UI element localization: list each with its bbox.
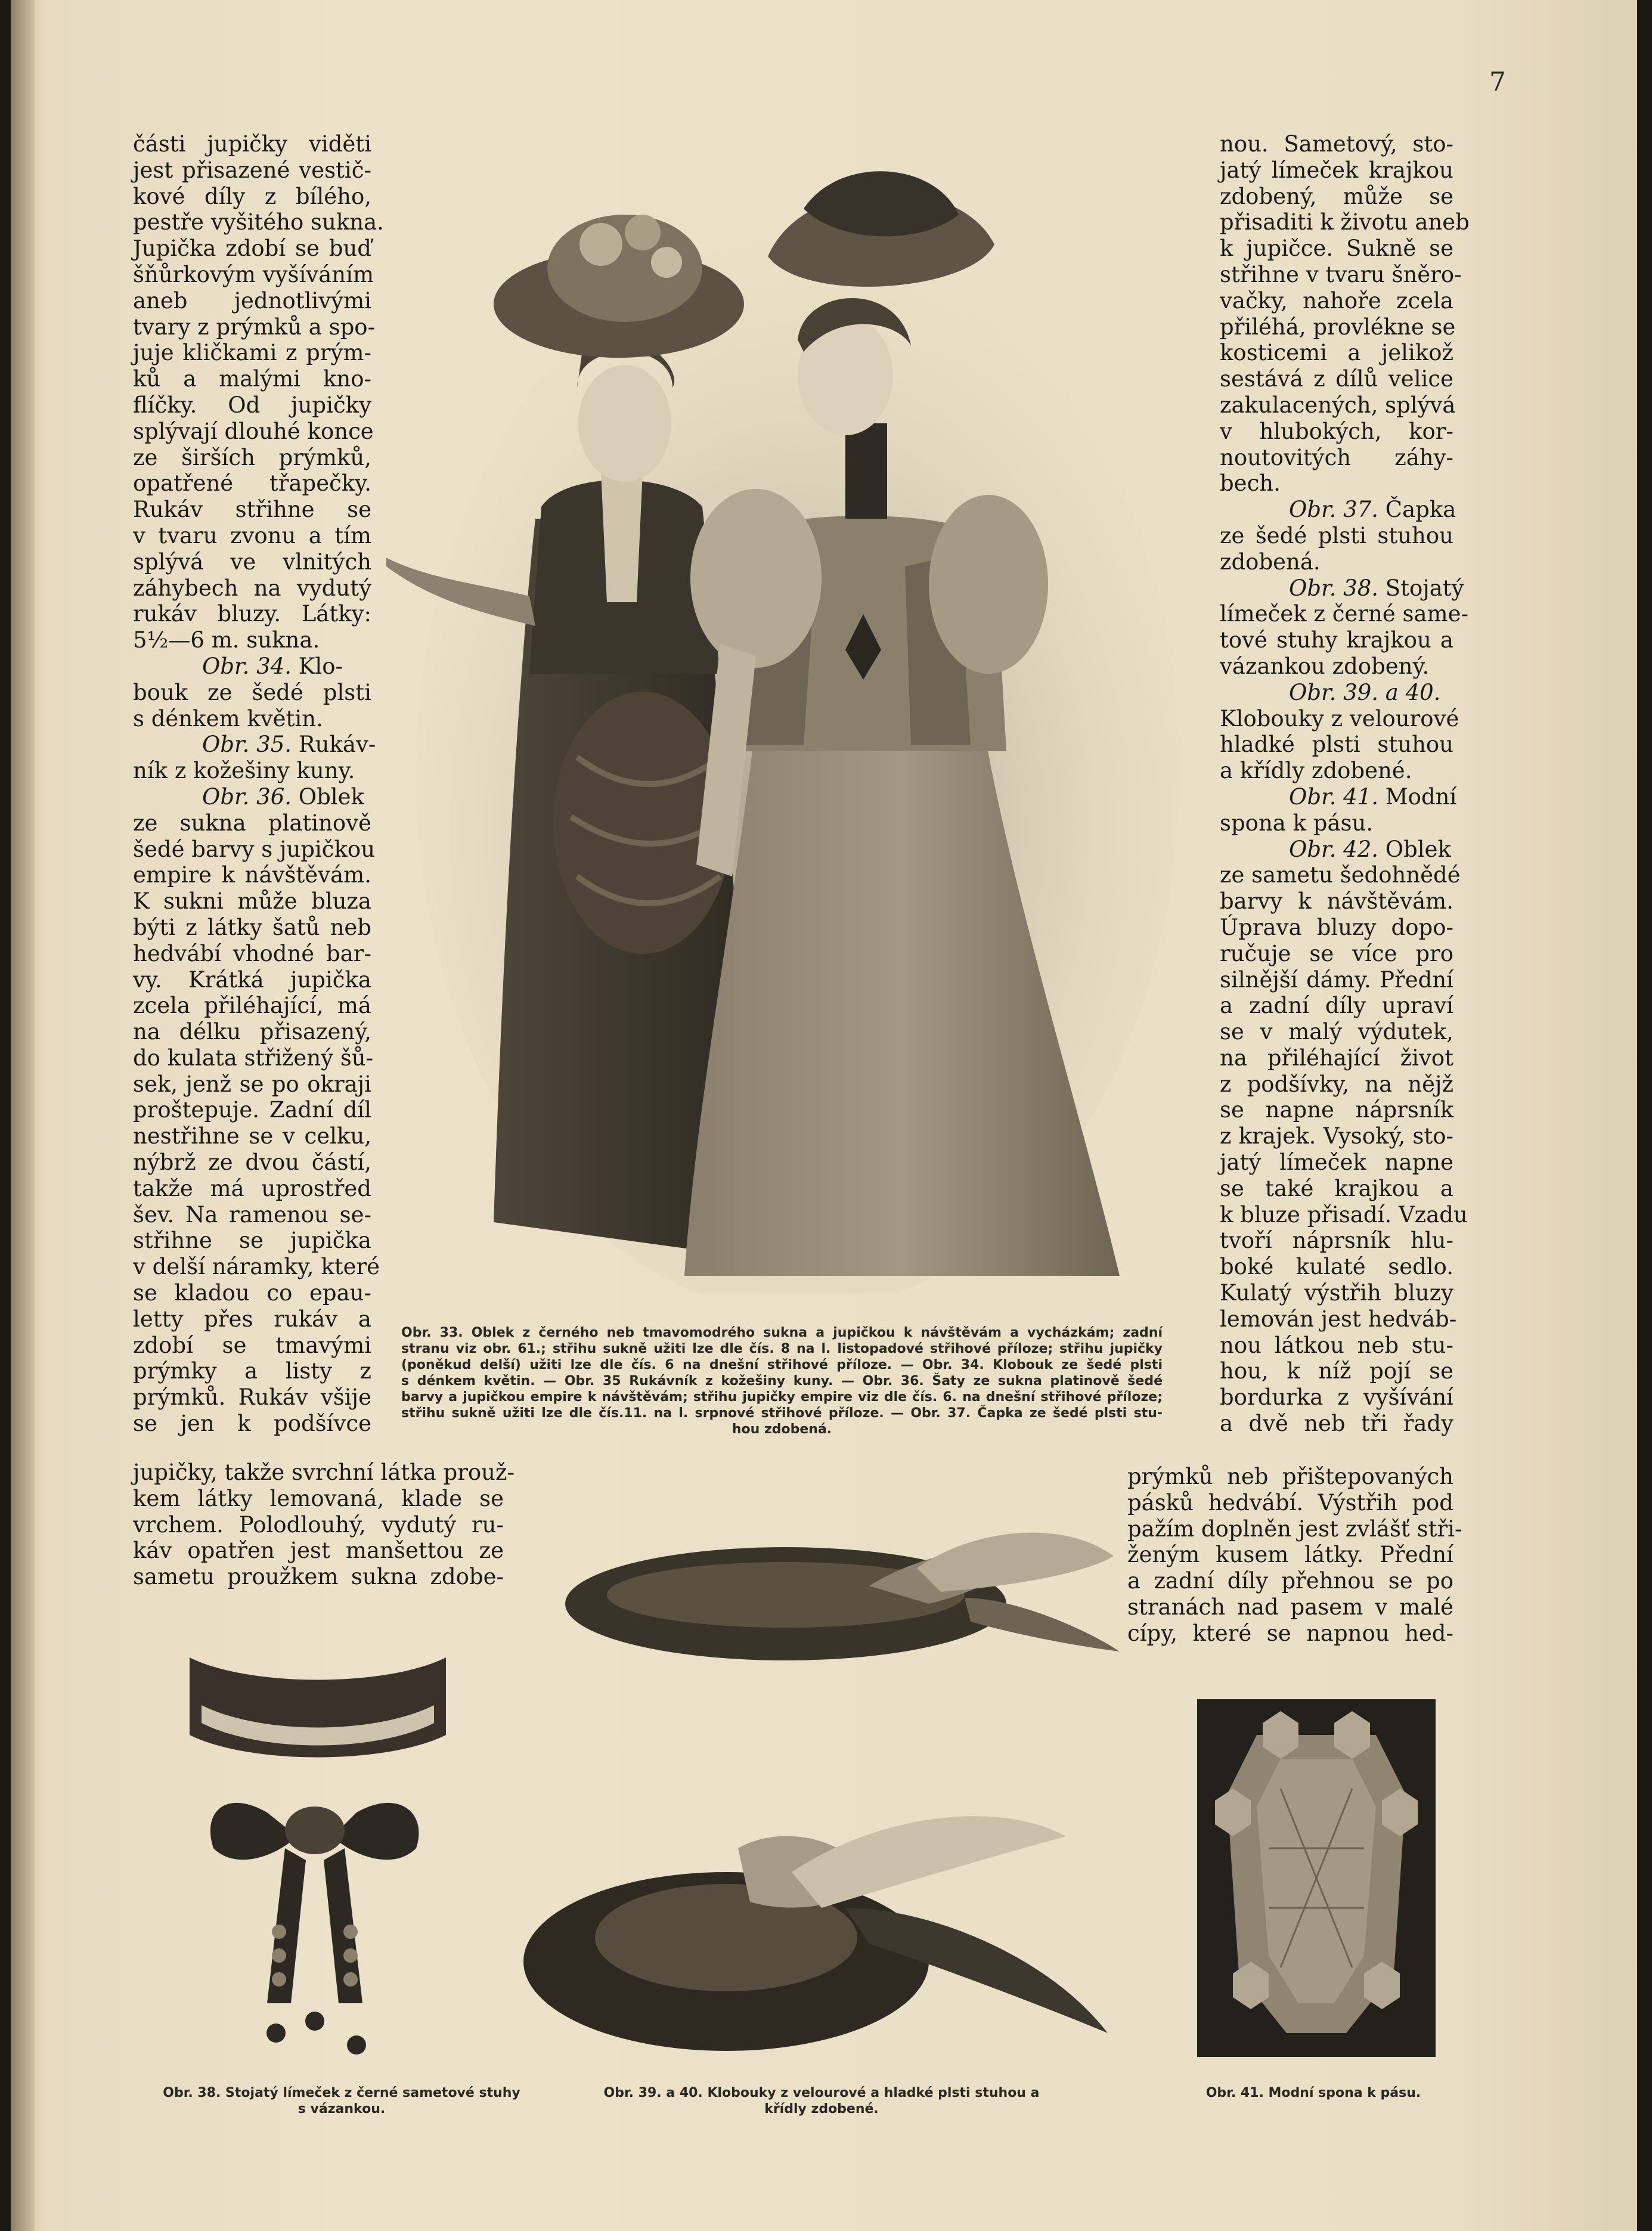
text-line: prýmky a listy z: [133, 1358, 371, 1384]
text-line: zdobená.: [1220, 549, 1321, 575]
magazine-page: [11, 0, 1637, 2231]
text-line: do kulata střižený šů-: [133, 1045, 374, 1071]
text-line: zdobí se tmavými: [133, 1332, 371, 1358]
text-line: šňůrkovým vyšíváním: [133, 261, 374, 287]
text-line: Obr. 35. Rukáv-: [202, 732, 376, 758]
caption-fig-39-40: [550, 2085, 1093, 2117]
text-line: a dvě neb tři řady: [1220, 1411, 1453, 1437]
text-line: ze širších prýmků,: [133, 444, 371, 470]
illustration-collar-38: [178, 1634, 458, 2063]
text-line: flíčky. Od jupičky: [133, 392, 371, 418]
caption-fig-33-37: [401, 1325, 1163, 1437]
text-line: spona k pásu.: [1220, 810, 1374, 836]
text-line: sestává z dílů velice: [1220, 366, 1453, 392]
text-line: se jen k podšívce: [133, 1411, 371, 1437]
caption-line: stranu viz obr. 61.; střihu sukně užiti lze dle čís. 8 na l. listopadové střihové příloze; střihu jupičky: [401, 1341, 1163, 1356]
text-line: se v malý výdutek,: [1220, 1019, 1453, 1045]
text-line: Jupička zdobí se buď: [133, 236, 371, 262]
text-line: ručuje se více pro: [1220, 940, 1453, 966]
text-line: se kladou co epau-: [133, 1280, 371, 1306]
illustration-hat-39: [559, 1532, 1132, 1699]
caption-line: (poněkud delší) užiti lze dle čís. 6 na dnešní střihové příloze. — Obr. 34. Klobouk ze šedé plsti: [401, 1358, 1163, 1372]
text-line: střihne v tvaru šněro-: [1220, 261, 1462, 287]
text-line: šedé barvy s jupičkou: [133, 836, 376, 862]
caption-line: Obr. 38. Stojatý límeček z černé sametové stuhy: [163, 2086, 520, 2100]
caption-line: Obr. 39. a 40. Klobouky z velourové a hladké plsti stuhou a: [603, 2086, 1040, 2100]
text-line: Obr. 42. Oblek: [1289, 836, 1451, 862]
text-line: Klobouky z velourové: [1220, 705, 1459, 732]
text-line: k jupičce. Sukně se: [1220, 236, 1453, 262]
text-line: noutovitých záhy-: [1220, 444, 1453, 470]
text-line: zcela přiléhající, má: [133, 993, 371, 1019]
caption-line: střihu sukně užiti lze dle čís.11. na l. srpnové střihové příloze. — Obr. 37. Čapka ze šedé plsti stu-: [401, 1406, 1163, 1421]
text-line: se napne náprsník: [1220, 1097, 1453, 1123]
text-line: pásků hedvábí. Výstřih pod: [1127, 1489, 1453, 1516]
text-line: límeček z černé same-: [1220, 601, 1469, 627]
text-line: nou. Sametový, sto-: [1220, 131, 1453, 157]
text-line: části jupičky viděti: [133, 131, 371, 157]
text-line: kové díly z bílého,: [133, 183, 371, 209]
illustration-belt-buckle-41: [1197, 1699, 1436, 2057]
text-line: hou, k níž pojí se: [1220, 1358, 1453, 1384]
text-line: juje kličkami z prým-: [133, 340, 371, 366]
text-line: takže má uprostřed: [133, 1175, 371, 1201]
text-line: 5½—6 m. sukna.: [133, 627, 320, 653]
illustration-hat-40: [512, 1789, 1132, 2069]
text-line: vrchem. Polodlouhý, vydutý ru-: [133, 1511, 504, 1538]
text-line: Úprava bluzy dopo-: [1220, 914, 1453, 940]
caption-line: s vázankou.: [297, 2102, 386, 2117]
text-line: prýmků. Rukáv všije: [133, 1384, 371, 1411]
text-line: ze sukna platinově: [133, 810, 371, 836]
text-line: z krajek. Vysoký, sto-: [1220, 1123, 1453, 1149]
text-line: bech.: [1220, 470, 1281, 497]
text-line: ženým kusem látky. Přední: [1127, 1542, 1453, 1568]
text-line: Obr. 39. a 40.: [1289, 679, 1441, 705]
text-line: splývají dlouhé konce: [133, 418, 374, 444]
text-line: bouk ze šedé plsti: [133, 679, 371, 705]
text-line: a zadní díly upraví: [1220, 993, 1453, 1019]
text-line: jest přisazené vestič-: [133, 157, 371, 183]
text-line: nou látkou neb stu-: [1220, 1332, 1453, 1358]
text-line: letty přes rukáv a: [133, 1306, 371, 1332]
text-line: prýmků neb přištepovaných: [1127, 1464, 1453, 1489]
text-line: kosticemi a jelikož: [1220, 340, 1453, 366]
text-line: v hlubokých, kor-: [1220, 418, 1453, 444]
text-line: pažím doplněn jest zvlášť stři-: [1127, 1516, 1462, 1542]
text-line: stranách nad pasem v malé: [1127, 1594, 1453, 1620]
caption-fig-41: [1164, 2085, 1462, 2101]
text-line: ník z kožešiny kuny.: [133, 758, 355, 784]
text-line: tvary z prýmků a spo-: [133, 314, 376, 340]
text-line: Obr. 36. Oblek: [202, 783, 364, 810]
text-line: barvy k návštěvám.: [1220, 888, 1453, 915]
text-line: lemován jest hedváb-: [1220, 1306, 1457, 1332]
text-line: aneb jednotlivými: [133, 287, 371, 314]
left-text-column: [133, 131, 384, 1437]
text-line: rukáv bluzy. Látky:: [133, 601, 371, 627]
text-line: empire k návštěvám.: [133, 862, 371, 888]
text-line: ze šedé plsti stuhou: [1220, 522, 1453, 549]
text-line: splývá ve vlnitých: [133, 549, 371, 575]
text-line: vázankou zdobený.: [1220, 653, 1430, 679]
right-text-column: [1220, 131, 1470, 1437]
text-line: a křídly zdobené.: [1220, 758, 1412, 784]
text-line: se také krajkou a: [1220, 1175, 1453, 1201]
text-line: tvoří náprsník hlu-: [1220, 1228, 1453, 1254]
text-line: jupičky, takže svrchní látka prouž-: [133, 1460, 515, 1485]
text-line: šev. Na ramenou se-: [133, 1201, 371, 1228]
text-line: vačky, nahoře zcela: [1220, 287, 1453, 314]
binding-shadow: [11, 0, 35, 2231]
text-line: z podšívky, na nějž: [1220, 1071, 1453, 1097]
text-line: a zadní díly přehnou se po: [1127, 1568, 1453, 1594]
text-line: v delší náramky, které: [133, 1254, 380, 1280]
text-line: Obr. 37. Čapka: [1289, 497, 1456, 523]
text-line: ze sametu šedohnědé: [1220, 862, 1461, 888]
text-line: býti z látky šatů neb: [133, 914, 371, 940]
caption-line: s dénkem květin. — Obr. 35 Rukávník z kožešiny kuny. — Obr. 36. Šaty ze sukna platinově šedé: [401, 1374, 1163, 1389]
text-line: k bluze přisadí. Vzadu: [1220, 1201, 1468, 1228]
text-line: opatřené třapečky.: [133, 470, 371, 497]
text-line: bordurka z vyšívání: [1220, 1384, 1453, 1411]
text-line: střihne se jupička: [133, 1228, 371, 1254]
text-line: proštepuje. Zadní díl: [133, 1097, 371, 1123]
caption-line: Obr. 41. Modní spona k pásu.: [1205, 2086, 1421, 2100]
caption-line: barvy a jupičkou empire k návštěvám; střihu jupičky empire viz dle čís. 6. na dnešní střihové příloze;: [401, 1390, 1163, 1405]
right-text-continuation: [1127, 1464, 1462, 1647]
caption-fig-38: [139, 2085, 544, 2117]
caption-line: Obr. 33. Oblek z černého neb tmavomodrého sukna a jupičkou k návštěvám a vycházkám; zadní: [401, 1325, 1163, 1340]
page-number: 7: [1489, 67, 1506, 97]
left-text-continuation: [133, 1460, 515, 1590]
text-line: nýbrž ze dvou částí,: [133, 1149, 371, 1176]
text-line: jatý límeček napne: [1220, 1149, 1453, 1176]
text-line: káv opatřen jest manšettou ze: [133, 1538, 504, 1564]
text-line: nestřihne se v celku,: [133, 1123, 371, 1149]
text-line: silnější dámy. Přední: [1220, 966, 1453, 993]
text-line: záhybech na vydutý: [133, 575, 371, 601]
illustration-two-women: [386, 89, 1179, 1294]
text-line: Obr. 38. Stojatý: [1289, 575, 1464, 601]
text-line: kem látky lemovaná, klade se: [133, 1485, 504, 1511]
text-line: Obr. 34. Klo-: [202, 653, 343, 679]
text-line: sek, jenž se po okraji: [133, 1071, 371, 1097]
caption-line: hou zdobená.: [732, 1422, 832, 1437]
text-line: s dénkem květin.: [133, 705, 323, 732]
text-line: vy. Krátká jupička: [133, 966, 371, 993]
text-line: přiléhá, provlékne se: [1220, 314, 1456, 340]
text-line: jatý límeček krajkou: [1220, 157, 1453, 183]
text-line: hladké plsti stuhou: [1220, 732, 1453, 758]
text-line: Obr. 41. Modní: [1289, 783, 1457, 810]
text-line: ků a malými kno-: [133, 366, 371, 392]
text-line: na přiléhající život: [1220, 1045, 1453, 1071]
text-line: boké kulaté sedlo.: [1220, 1254, 1453, 1280]
text-line: pestře vyšitého sukna.: [133, 209, 384, 236]
text-line: K sukni může bluza: [133, 888, 371, 915]
text-line: tové stuhy krajkou a: [1220, 627, 1453, 653]
text-line: na délku přisazený,: [133, 1019, 371, 1045]
text-line: Rukáv střihne se: [133, 497, 371, 523]
text-line: sametu proužkem sukna zdobe-: [133, 1564, 504, 1590]
text-line: zdobený, může se: [1220, 183, 1453, 209]
text-line: hedvábí vhodné bar-: [133, 940, 371, 966]
text-line: Kulatý výstřih bluzy: [1220, 1280, 1453, 1306]
text-line: v tvaru zvonu a tím: [133, 522, 371, 549]
text-line: zakulacených, splývá: [1220, 392, 1456, 418]
text-line: cípy, které se napnou hed-: [1127, 1620, 1453, 1646]
caption-line: křídly zdobené.: [764, 2102, 879, 2117]
text-line: přisaditi k životu aneb: [1220, 209, 1470, 236]
